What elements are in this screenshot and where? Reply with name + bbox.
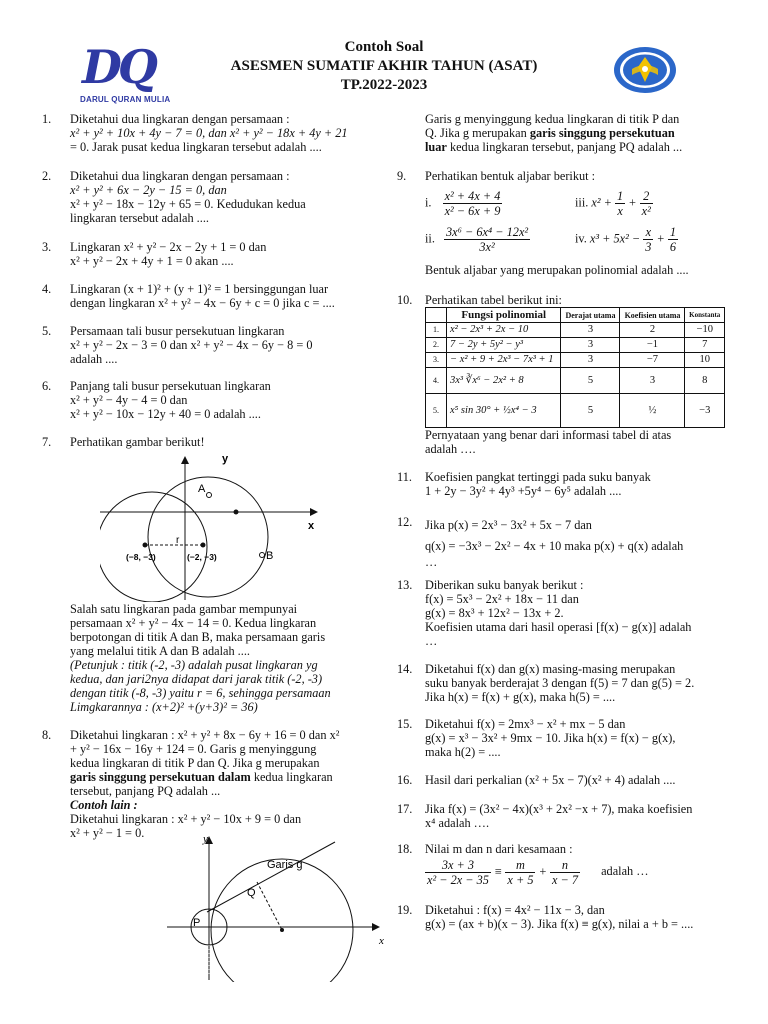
hint-text: kedua, dan jari2nya didapat dari jarak titik (-2, -3)	[70, 672, 323, 686]
question-text: Hasil dari perkalian (x² + 5x − 7)(x² + 4) adalah ....	[425, 773, 676, 787]
question-text: Persamaan tali busur persekutuan lingkaran	[70, 324, 285, 338]
question-text: x⁴ adalah ….	[425, 816, 490, 830]
question-5	[42, 324, 387, 366]
question-text: suku banyak berderajat 3 dengan f(5) = 7 dan g(5) = 2.	[425, 676, 695, 690]
y-axis-label: y	[222, 453, 229, 465]
label-point-2: (−2, −3)	[187, 552, 217, 562]
option-iii	[575, 189, 653, 218]
title-line-2: ASESMEN SUMATIF AKHIR TAHUN (ASAT)	[230, 58, 538, 74]
question-text: Koefisien pangkat tertinggi pada suku banyak	[425, 470, 651, 484]
row-number: 4.	[426, 368, 447, 394]
fraction-numerator: 1	[617, 189, 624, 203]
question-equation: g(x) = (ax + b)(x − 3). Jika f(x) ≡ g(x), nilai a + b = ....	[425, 917, 694, 931]
emphasis-text: garis singgung persekutuan	[529, 126, 675, 140]
question-text: Bentuk aljabar yang merupakan polinomial adalah ....	[425, 263, 689, 277]
question-7	[42, 435, 387, 449]
emphasis-text: luar	[425, 140, 447, 154]
fraction-denominator: x²	[641, 204, 651, 218]
fraction-denominator: x	[617, 204, 623, 218]
question-number: 17.	[397, 802, 413, 816]
question-equation: x² + y² − 1 = 0.	[70, 826, 145, 840]
question-text: Koefisien utama dari hasil operasi [f(x) − g(x)] adalah	[425, 620, 692, 634]
question-equation: g(x) = x³ − 3x² + 9mx − 10. Jika h(x) = f(x) − g(x),	[425, 731, 676, 745]
question-number: 5.	[42, 324, 52, 338]
question-number: 13.	[397, 578, 413, 592]
question-equation: g(x) = 8x³ + 12x² − 13x + 2.	[425, 606, 564, 620]
point-b	[260, 553, 265, 558]
question-equation: x² + y² − 2x − 3 = 0 dan x² + y² − 4x − 6y − 8 = 0	[70, 338, 313, 352]
point-center	[234, 510, 239, 515]
table-row	[426, 368, 725, 394]
question-text: Lingkaran x² + y² − 2x − 2y + 1 = 0 dan	[70, 240, 267, 254]
constant-cell: 8	[685, 368, 725, 394]
question-text: Diketahui f(x) = 2mx³ − x² + mx − 5 dan	[425, 717, 626, 731]
question-equation: x² + y² − 4y − 4 = 0 dan	[70, 393, 188, 407]
label-b: B	[266, 550, 274, 562]
polynomial-cell: 7 − 2y + 5y² − y³	[447, 338, 561, 353]
question-text: Perhatikan gambar berikut!	[70, 435, 205, 449]
operator: ≡	[494, 864, 503, 879]
question-text: …	[425, 634, 438, 648]
fraction-denominator: x² − 6x + 9	[444, 204, 501, 218]
polynomial-cell: − x² + 9 + 2x³ − 7x³ + 1	[447, 353, 561, 368]
hint-text: (Petunjuk : titik (-2, -3) adalah pusat lingkaran yg	[70, 658, 318, 672]
question-number: 4.	[42, 282, 52, 296]
fraction-denominator: x + 5	[507, 873, 534, 887]
question-number: 3.	[42, 240, 52, 254]
question-9	[397, 169, 727, 277]
y-axis-arrow-icon	[181, 456, 189, 464]
x-axis-label: x	[308, 520, 315, 532]
fraction-denominator: 3x²	[479, 240, 495, 254]
option-ii	[425, 225, 530, 254]
label-q: Q	[247, 887, 256, 899]
table-row	[426, 338, 725, 353]
question-18	[397, 842, 727, 887]
question-text: + y² − 16x − 16y + 124 = 0. Garis g menyinggung	[70, 742, 317, 756]
fraction-numerator: 2	[640, 189, 653, 204]
degree-cell: 3	[561, 323, 620, 338]
coefficient-cell: ½	[620, 394, 685, 428]
fraction-denominator: x − 7	[551, 873, 579, 887]
question-equation: x² + y² + 6x − 2y − 15 = 0, dan	[70, 183, 227, 197]
question-2	[42, 169, 387, 225]
question-8	[42, 728, 387, 840]
tangent-circles-figure	[167, 832, 397, 982]
question-text: Diketahui dua lingkaran dengan persamaan :	[70, 169, 290, 183]
operator: +	[656, 231, 665, 246]
question-text: lingkaran tersebut adalah ....	[70, 211, 209, 225]
question-text: Diketahui dua lingkaran dengan persamaan :	[70, 112, 290, 126]
question-text: Diketahui lingkaran : x² + y² − 10x + 9 = 0 dan	[70, 812, 302, 826]
circle-right	[148, 477, 268, 597]
question-number: 15.	[397, 717, 413, 731]
label-point-1: (−8, −3)	[126, 552, 156, 562]
identity-equation	[425, 858, 727, 887]
fraction-denominator: 3	[645, 240, 652, 254]
question-text: kedua lingkaran tersebut, panjang PQ adalah ...	[446, 140, 683, 154]
question-text: berpotongan di titik A dan B, maka persamaan garis	[70, 630, 326, 644]
point-left-center	[143, 543, 148, 548]
fraction-denominator: x² − 2x − 35	[427, 873, 489, 887]
question-equation: 1 + 2y − 3y² + 4y³ +5y⁴ − 6y⁵ adalah ....	[425, 484, 622, 498]
question-number: 2.	[42, 169, 52, 183]
constant-cell: 10	[685, 353, 725, 368]
question-4	[42, 282, 387, 310]
question-text: Diketahui lingkaran : x² + y² + 8x − 6y + 16 = 0 dan x²	[70, 728, 340, 742]
row-number: 3.	[426, 353, 447, 368]
column-header: Fungsi polinomial	[447, 308, 561, 323]
question-text: Q. Jika g merupakan	[425, 126, 530, 140]
question-number: 11.	[397, 470, 412, 484]
question-text: yang melalui titik A dan B adalah ....	[70, 644, 250, 658]
question-number: 6.	[42, 379, 52, 393]
question-text: adalah ....	[70, 352, 118, 366]
example-heading: Contoh lain :	[70, 798, 138, 812]
table-row	[426, 353, 725, 368]
coefficient-cell: −1	[620, 338, 685, 353]
hint-text: Limgkarannya : (x+2)² +(y+3)² = 36)	[70, 700, 258, 714]
question-text: dengan lingkaran x² + y² − 4x − 6y + c = 0 jika c = ....	[70, 296, 335, 310]
y-axis-label: y	[203, 833, 208, 845]
option-label: i.	[425, 195, 432, 210]
question-number: 18.	[397, 842, 413, 856]
logo-mark: DQ	[82, 40, 154, 94]
degree-cell: 3	[561, 353, 620, 368]
row-number: 1.	[426, 323, 447, 338]
question-text: …	[425, 555, 438, 569]
constant-cell: 7	[685, 338, 725, 353]
label-r: r	[176, 535, 180, 546]
question-text: Perhatikan bentuk aljabar berikut :	[425, 169, 596, 183]
question-text: adalah ….	[425, 442, 476, 456]
circle-left	[100, 492, 207, 602]
question-14	[397, 662, 727, 704]
fraction-numerator: x	[643, 225, 653, 240]
polynomial-cell: x² − 2x³ + 2x − 10	[447, 323, 561, 338]
title-line-3: TP.2022-2023	[340, 77, 428, 93]
question-text: maka h(2) = ....	[425, 745, 501, 759]
question-number: 10.	[397, 293, 413, 307]
question-number: 1.	[42, 112, 52, 126]
ministry-emblem-icon	[612, 45, 678, 95]
large-circle	[211, 859, 353, 982]
constant-cell: −3	[685, 394, 725, 428]
question-8-continued	[397, 112, 727, 154]
question-number: 19.	[397, 903, 413, 917]
polynomial-table	[425, 307, 725, 428]
question-3	[42, 240, 387, 268]
tangent-line-g	[207, 842, 335, 912]
x-axis-arrow-icon	[372, 923, 380, 931]
question-text: Jika f(x) = (3x² − 4x)(x³ + 2x² −x + 7), maka koefisien	[425, 802, 693, 816]
question-text: Nilai m dan n dari kesamaan :	[425, 842, 573, 856]
question-number: 8.	[42, 728, 52, 742]
column-header: Konstanta	[685, 308, 725, 323]
question-text: adalah …	[601, 864, 649, 879]
question-equation: f(x) = 5x³ − 2x² + 18x − 11 dan	[425, 592, 579, 606]
row-number: 2.	[426, 338, 447, 353]
degree-cell: 5	[561, 368, 620, 394]
coefficient-cell: 2	[620, 323, 685, 338]
hint-text: dengan titik (-8, -3) yaitu r = 6, sehingga persamaan	[70, 686, 331, 700]
question-text: Lingkaran (x + 1)² + (y + 1)² = 1 bersinggungan luar	[70, 282, 329, 296]
fraction-numerator: 3x + 3	[425, 858, 491, 873]
x-axis-arrow-icon	[310, 508, 318, 516]
operator: +	[538, 864, 547, 879]
option-label: iii.	[575, 195, 589, 210]
label-garis-g: Garis g	[267, 859, 303, 871]
column-header: Derajat utama	[561, 308, 620, 323]
degree-cell: 5	[561, 394, 620, 428]
two-circles-figure	[100, 452, 330, 602]
table-row	[426, 394, 725, 428]
coefficient-cell: −7	[620, 353, 685, 368]
fraction-numerator: 3x⁶ − 6x⁴ − 12x²	[446, 225, 529, 239]
question-equation: q(x) = −3x³ − 2x² − 4x + 10 maka p(x) + q(x) adalah	[425, 539, 684, 553]
x-axis-label: x	[379, 935, 384, 947]
question-text: Diberikan suku banyak berikut :	[425, 578, 584, 592]
row-number: 5.	[426, 394, 447, 428]
fraction-denominator: 6	[669, 240, 677, 254]
fraction-numerator: 1	[669, 225, 677, 239]
question-text: Panjang tali busur persekutuan lingkaran	[70, 379, 271, 393]
question-text: Jika h(x) = f(x) + g(x), maka h(5) = ....	[425, 690, 616, 704]
question-text: Diketahui : f(x) = 4x² − 11x − 3, dan	[425, 903, 605, 917]
label-p: P	[193, 917, 201, 929]
table-header-row	[426, 308, 725, 323]
option-label: iv.	[575, 231, 587, 246]
operator: +	[628, 195, 637, 210]
fraction-numerator: n	[550, 858, 580, 873]
question-text: tersebut, panjang PQ adalah ...	[70, 784, 221, 798]
question-number: 16.	[397, 773, 413, 787]
question-1	[42, 112, 387, 154]
constant-cell: −10	[685, 323, 725, 338]
fraction-numerator: m	[505, 858, 535, 873]
question-text: Perhatikan tabel berikut ini:	[425, 293, 562, 307]
question-12	[397, 515, 727, 567]
title-line-1: Contoh Soal	[344, 39, 424, 55]
question-text: Pernyataan yang benar dari informasi tabel di atas	[425, 428, 672, 442]
algebra-options	[425, 183, 727, 263]
option-iv	[575, 225, 678, 254]
question-equation: x² + y² − 10x − 12y + 40 = 0 adalah ....	[70, 407, 261, 421]
logo-text: DARUL QURAN MULIA	[80, 95, 171, 104]
degree-cell: 3	[561, 338, 620, 353]
fraction-numerator: x² + 4x + 4	[444, 189, 501, 203]
emphasis-text: garis singgung persekutuan dalam	[70, 770, 251, 784]
question-17	[397, 802, 727, 830]
polynomial-cell: x⁵ sin 30° + ½x⁴ − 3	[447, 394, 561, 428]
table-row	[426, 323, 725, 338]
question-text: kedua lingkaran di titik P dan Q. Jika g merupakan	[70, 756, 320, 770]
question-text: persamaan x² + y² − 4x − 14 = 0. Kedua lingkaran	[70, 616, 317, 630]
question-7-text	[42, 602, 387, 714]
question-text: kedua lingkaran	[250, 770, 333, 784]
question-10	[397, 293, 727, 456]
question-number: 7.	[42, 435, 52, 449]
question-19	[397, 903, 727, 931]
question-text: Garis g menyinggung kedua lingkaran di titik P dan	[425, 112, 680, 126]
radius-line	[257, 882, 282, 930]
polynomial-cell: 3x³ ∛x⁶ − 2x² + 8	[447, 368, 561, 394]
expression-text: x² +	[591, 195, 612, 210]
question-number: 12.	[397, 515, 413, 529]
question-equation: x² + y² − 2x + 4y + 1 = 0 akan ....	[70, 254, 234, 268]
label-a: A	[198, 483, 206, 495]
column-header: Koefisien utama	[620, 308, 685, 323]
question-11	[397, 470, 727, 498]
center-point	[280, 928, 284, 932]
question-equation: x² + y² + 10x + 4y − 7 = 0, dan x² + y² − 18x + 4y + 21	[70, 126, 348, 140]
question-text: = 0. Jarak pusat kedua lingkaran tersebut adalah ....	[70, 140, 322, 154]
question-number: 14.	[397, 662, 413, 676]
point-a	[207, 493, 212, 498]
option-label: ii.	[425, 231, 435, 246]
option-i	[425, 189, 502, 218]
question-text: Salah satu lingkaran pada gambar mempunyai	[70, 602, 298, 616]
question-equation: x² + y² − 18x − 12y + 65 = 0. Kedudukan kedua	[70, 197, 306, 211]
question-16	[397, 773, 727, 787]
point-right-center	[201, 543, 206, 548]
question-15	[397, 717, 727, 759]
question-number: 9.	[397, 169, 407, 183]
coefficient-cell: 3	[620, 368, 685, 394]
question-text: Diketahui f(x) dan g(x) masing-masing merupakan	[425, 662, 676, 676]
question-6	[42, 379, 387, 421]
question-equation: Jika p(x) = 2x³ − 3x² + 5x − 7 dan	[425, 518, 592, 532]
question-13	[397, 578, 727, 648]
expression-text: x³ + 5x² −	[589, 231, 641, 246]
